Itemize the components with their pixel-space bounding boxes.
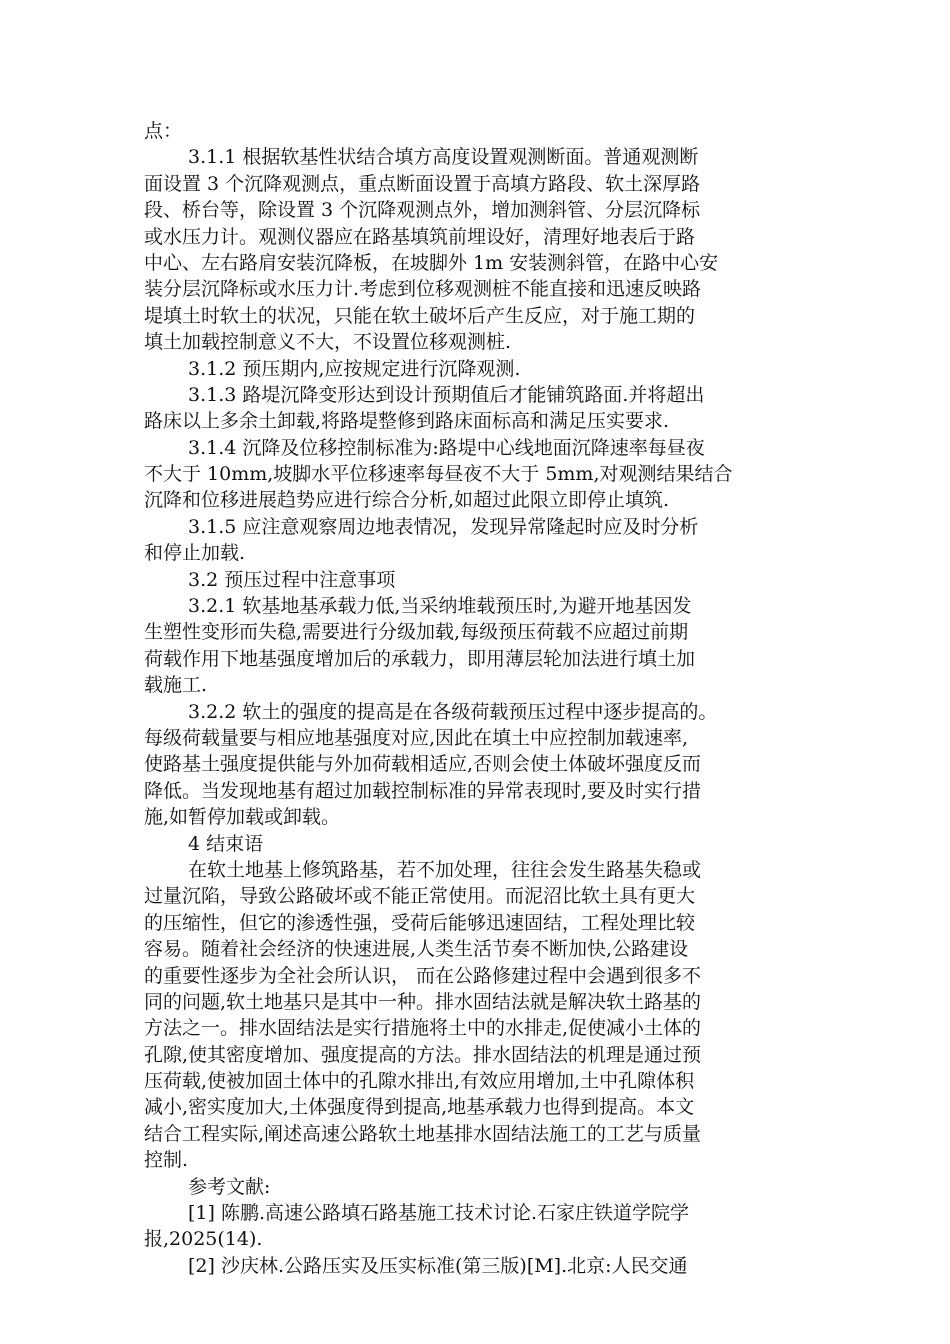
text-line: 方法之一。排水固结法是实行措施将土中的水排走,促使减小土体的 (144, 1017, 702, 1040)
reference-item: [1] 陈鹏.高速公路填石路基施工技术讨论.石家庄铁道学院学 (188, 1202, 690, 1225)
text-line: 的压缩性，但它的渗透性强，受荷后能够迅速固结，工程处理比较 (144, 911, 696, 934)
text-line: 3.1.1 根据软基性状结合填方高度设置观测断面。普通观测断 (188, 146, 699, 169)
text-line: 结合工程实际,阐述高速公路软土地基排水固结法施工的工艺与质量 (144, 1122, 702, 1145)
text-line: 和停止加载. (144, 542, 246, 565)
text-line: 压荷载,使被加固土体中的孔隙水排出,有效应用增加,土中孔隙体积 (144, 1070, 695, 1093)
text-line: 填土加载控制意义不大，不设置位移观测桩. (144, 331, 512, 354)
text-line: 每级荷载量要与相应地基强度对应,因此在填土中应控制加载速率, (144, 726, 689, 749)
text-line: 在软土地基上修筑路基，若不加处理，往往会发生路基失稳或 (188, 858, 702, 881)
text-line: 3.1.4 沉降及位移控制标准为:路堤中心线地面沉降速率每昼夜 (188, 436, 705, 459)
references-heading: 参考文献: (188, 1175, 271, 1198)
section-heading: 3.2 预压过程中注意事项 (188, 568, 396, 591)
text-line: 装分层沉降标或水压力计.考虑到位移观测桩不能直接和迅速反映路 (144, 278, 702, 301)
text-line: 控制. (144, 1149, 189, 1172)
text-line: 生塑性变形而失稳,需要进行分级加载,每级预压荷载不应超过前期 (144, 621, 689, 644)
text-line: 段、桥台等，除设置 3 个沉降观测点外，增加测斜管、分层沉降标 (144, 199, 701, 222)
text-line: 或水压力计。观测仪器应在路基填筑前埋设好，清理好地表后于路 (144, 225, 696, 248)
text-line: 降低。当发现地基有超过加载控制标准的异常表现时,要及时实行措 (144, 779, 702, 802)
reference-item: 报,2025(14). (144, 1228, 263, 1251)
text-line: 减小,密实度加大,土体强度得到提高,地基承载力也得到提高。本文 (144, 1096, 695, 1119)
text-line: 堤填土时软土的状况，只能在软土破坏后产生反应，对于施工期的 (144, 304, 696, 327)
reference-item: [2] 沙庆林.公路压实及压实标准(第三版)[M].北京:人民交通 (188, 1254, 688, 1277)
text-line: 3.1.3 路堤沉降变形达到设计预期值后才能铺筑路面.并将超出 (188, 383, 705, 406)
text-line: 荷载作用下地基强度增加后的承载力，即用薄层轮加法进行填土加 (144, 647, 696, 670)
text-line: 孔隙,使其密度增加、强度提高的方法。排水固结法的机理是通过预 (144, 1043, 702, 1066)
text-line: 3.1.2 预压期内,应按规定进行沉降观测. (188, 357, 521, 380)
text-line: 过量沉陷，导致公路破坏或不能正常使用。而泥沼比软土具有更大 (144, 885, 696, 908)
text-line: 载施工. (144, 674, 208, 697)
text-line: 路床以上多余土卸载,将路堤整修到路床面标高和满足压实要求. (144, 410, 670, 433)
text-line: 容易。随着社会经济的快速进展,人类生活节奏不断加快,公路建设 (144, 938, 689, 961)
text-line: 3.2.2 软土的强度的提高是在各级荷载预压过程中逐步提高的。 (188, 700, 718, 723)
text-line: 中心、左右路肩安装沉降板，在坡脚外 1m 安装测斜管，在路中心安 (144, 251, 719, 274)
text-line: 的重要性逐步为全社会所认识， 而在公路修建过程中会遇到很多不 (144, 964, 702, 987)
text-line: 沉降和位移进展趋势应进行综合分析,如超过此限立即停止填筑. (144, 489, 670, 512)
text-line: 同的问题,软土地基只是其中一种。排水固结法就是解决软土路基的 (144, 990, 702, 1013)
text-line: 施,如暂停加载或卸载。 (144, 806, 341, 829)
text-line: 3.1.5 应注意观察周边地表情况，发现异常隆起时应及时分析 (188, 515, 699, 538)
document-body (144, 118, 808, 1279)
text-line: 3.2.1 软基地基承载力低,当采纳堆载预压时,为避开地基因发 (188, 595, 692, 618)
text-line: 点： (144, 120, 183, 142)
text-line: 使路基土强度提供能与外加荷载相适应,否则会使土体破坏强度反而 (144, 753, 702, 776)
text-line: 不大于 10mm,坡脚水平位移速率每昼夜不大于 5mm,对观测结果结合 (144, 463, 733, 486)
section-heading: 4 结束语 (188, 832, 264, 855)
text-line: 面设置 3 个沉降观测点，重点断面设置于高填方路段、软土深厚路 (144, 172, 701, 195)
